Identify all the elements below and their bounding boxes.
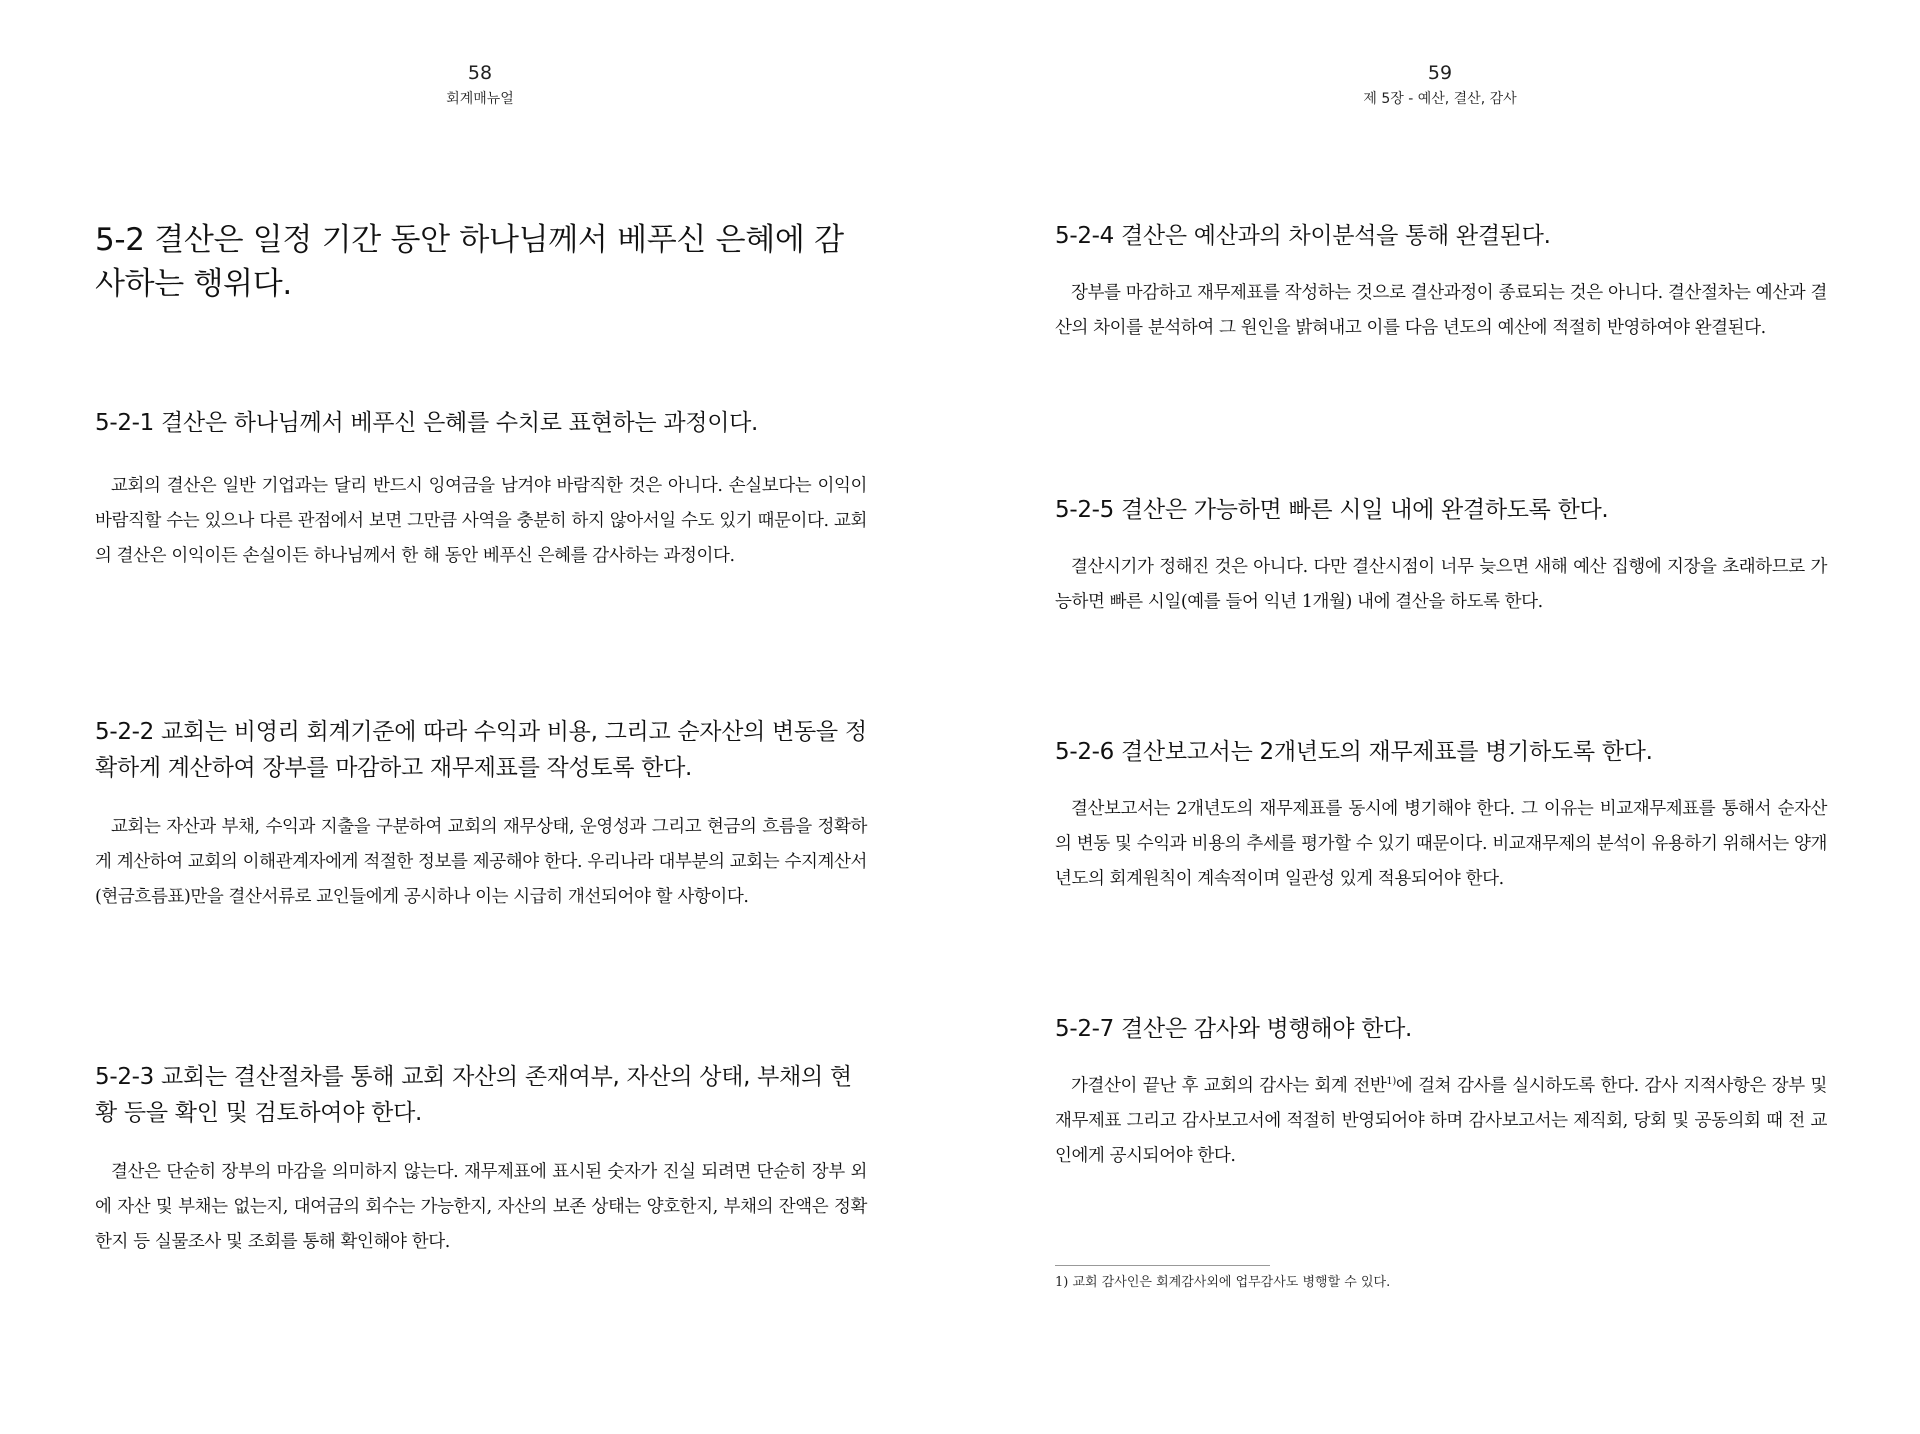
left-page-header bbox=[0, 60, 960, 110]
section-5-2-7 bbox=[1055, 1011, 1827, 1174]
section-title: 5-2-4 결산은 예산과의 차이분석을 통해 완결된다. bbox=[1055, 223, 1551, 249]
section-title: 5-2-1 결산은 하나님께서 베푸신 은혜를 수치로 표현하는 과정이다. bbox=[95, 410, 759, 436]
footnote-reference[interactable]: 1) bbox=[1386, 1076, 1396, 1088]
running-head: 회계매뉴얼 bbox=[446, 91, 514, 107]
section-body: 결산은 단순히 장부의 마감을 의미하지 않는다. 재무제표에 표시된 숫자가 진실 되려면 단순히 장부 외에 자산 및 부채는 없는지, 대여금의 회수는 가능한지, 자산의 보존 상태는 양호한지, 부채의 잔액은 정확한지 등 실물조사 및 조회를 통해 확인해야 한다. bbox=[95, 1162, 867, 1252]
section-title: 5-2-7 결산은 감사와 병행해야 한다. bbox=[1055, 1016, 1413, 1042]
right-page bbox=[960, 0, 1920, 1434]
section-5-2-1 bbox=[95, 405, 867, 574]
section-body: 결산보고서는 2개년도의 재무제표를 동시에 병기해야 한다. 그 이유는 비교재무제표를 통해서 순자산의 변동 및 수익과 비용의 추세를 평가할 수 있기 때문이다. 비교재무제의 분석이 유용하기 위해서는 양개년도의 회계원칙이 계속적이며 일관성 있게 적용되어야 한다. bbox=[1055, 799, 1827, 889]
chapter-heading: 5-2 결산은 일정 기간 동안 하나님께서 베푸신 은혜에 감사하는 행위다. bbox=[95, 222, 844, 302]
page-number: 59 bbox=[1427, 62, 1453, 84]
right-page-header bbox=[960, 60, 1920, 110]
running-head: 제 5장 - 예산, 결산, 감사 bbox=[1363, 91, 1517, 107]
section-title: 5-2-3 교회는 결산절차를 통해 교회 자산의 존재여부, 자산의 상태, 부채의 현황 등을 확인 및 검토하여야 한다. bbox=[95, 1064, 852, 1126]
section-5-2-5 bbox=[1055, 492, 1827, 620]
footnote-divider bbox=[1055, 1265, 1270, 1266]
footnote: 1) 교회 감사인은 회계감사외에 업무감사도 병행할 수 있다. bbox=[1055, 1275, 1391, 1290]
section-title: 5-2-2 교회는 비영리 회계기준에 따라 수익과 비용, 그리고 순자산의 변동을 정확하게 계산하여 장부를 마감하고 재무제표를 작성토록 한다. bbox=[95, 719, 867, 781]
section-5-2-4 bbox=[1055, 218, 1827, 346]
page-number: 58 bbox=[467, 62, 493, 84]
body-text-part: 가결산이 끝난 후 교회의 감사는 회계 전반 bbox=[1071, 1076, 1387, 1096]
section-title: 5-2-6 결산보고서는 2개년도의 재무제표를 병기하도록 한다. bbox=[1055, 739, 1653, 765]
section-body: 교회는 자산과 부채, 수익과 지출을 구분하여 교회의 재무상태, 운영성과 그리고 현금의 흐름을 정확하게 계산하여 교회의 이해관계자에게 적절한 정보를 제공해야 한다. 우리나라 대부분의 교회는 수지계산서(현금흐름표)만을 결산서류로 교인들에게 공시하나 이는 시급히 개선되어야 할 사항이다. bbox=[95, 817, 867, 907]
section-5-2-2 bbox=[95, 714, 867, 915]
body-text-part: 에 걸쳐 감사를 실시하도록 한다. 감사 지적사항은 장부 및 재무제표 그리고 감사보고서에 적절히 반영되어야 하며 감사보고서는 제직회, 당회 및 공동의회 때 전 교인에게 공시되어야 한다. bbox=[1055, 1076, 1828, 1166]
section-title: 5-2-5 결산은 가능하면 빠른 시일 내에 완결하도록 한다. bbox=[1055, 497, 1609, 523]
section-body: 교회의 결산은 일반 기업과는 달리 반드시 잉여금을 남겨야 바람직한 것은 아니다. 손실보다는 이익이 바람직할 수는 있으나 다른 관점에서 보면 그만큼 사역을 충분히 하지 않아서일 수도 있기 때문이다. 교회의 결산은 이익이든 손실이든 하나님께서 한 해 동안 베푸신 은혜를 감사하는 과정이다. bbox=[95, 476, 867, 566]
section-5-2-6 bbox=[1055, 734, 1827, 897]
chapter-heading-block bbox=[95, 218, 867, 306]
section-5-2-3 bbox=[95, 1059, 867, 1260]
section-body: 결산시기가 정해진 것은 아니다. 다만 결산시점이 너무 늦으면 새해 예산 집행에 지장을 초래하므로 가능하면 빠른 시일(예를 들어 익년 1개월) 내에 결산을 하도록 한다. bbox=[1055, 557, 1827, 612]
section-body bbox=[1055, 1069, 1827, 1174]
section-body: 장부를 마감하고 재무제표를 작성하는 것으로 결산과정이 종료되는 것은 아니다. 결산절차는 예산과 결산의 차이를 분석하여 그 원인을 밝혀내고 이를 다음 년도의 예산에 적절히 반영하여야 완결된다. bbox=[1055, 283, 1827, 338]
